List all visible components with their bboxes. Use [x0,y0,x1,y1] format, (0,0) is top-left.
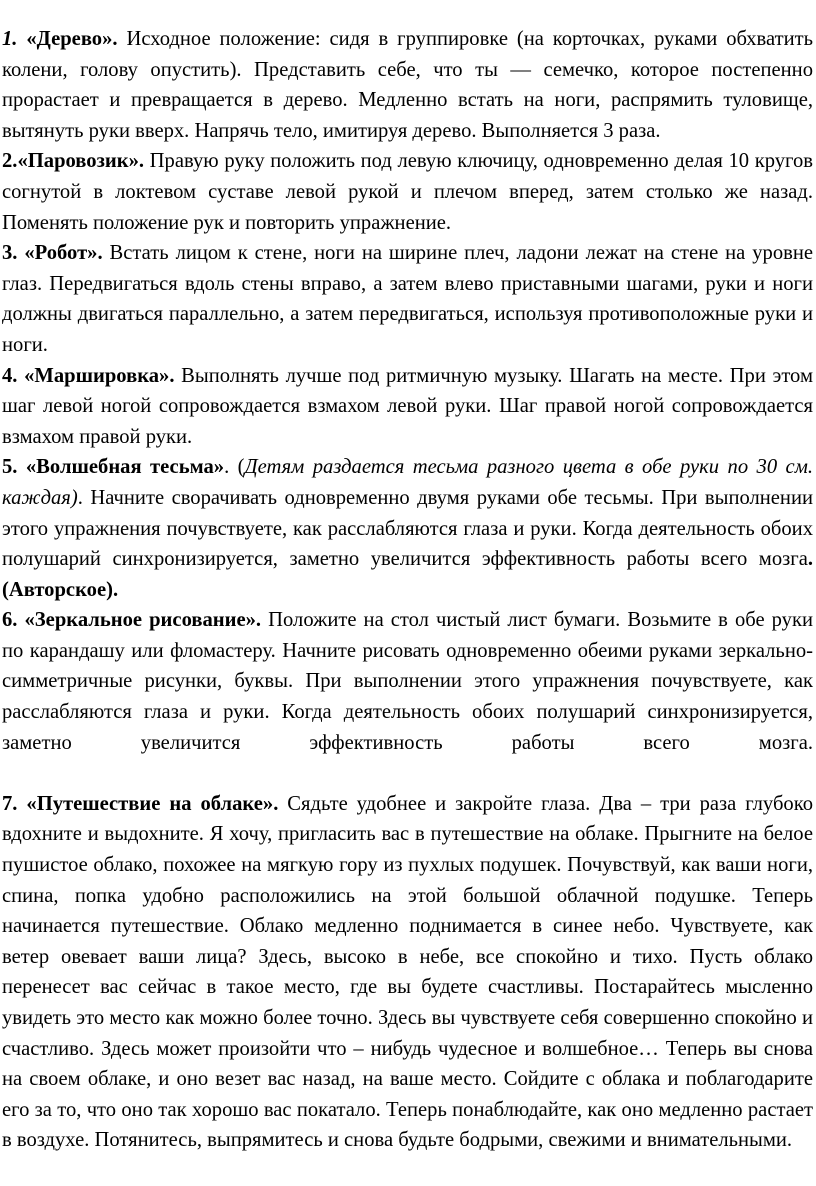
exercise-3-text: Встать лицом к стене, ноги на ширине плеч, ладони лежат на стене на уровне глаз. Передвигаться вдоль стены вправо, а затем влево приставными шагами, руки и ноги должны двигаться параллельно, а затем передвигаться, используя противоположные руки и ноги. [2,242,814,356]
exercise-1-number: 1. [2,28,18,50]
exercise-4-paragraph [2,361,813,453]
exercise-3-paragraph [2,238,813,360]
exercise-6-paragraph [2,605,813,758]
exercise-1-title: «Дерево». [17,28,118,50]
exercise-4-number: 4. [2,364,18,387]
exercise-3-title: «Робот». [17,242,103,265]
exercise-5-paragraph [2,452,813,605]
exercise-5-paren: . ( [224,456,245,479]
exercise-5-title: «Волшебная тесьма» [17,456,225,479]
exercise-7-paragraph [2,789,813,1156]
exercise-7-number: 7. [2,792,18,815]
exercise-3-number: 3. [2,242,18,265]
exercise-5-italic-note: Детям раздается тесьма разного цвета в обе руки по 30 см. каждая) [2,456,813,509]
exercise-4-text: Выполнять лучше под ритмичную музыку. Шагать на месте. При этом шаг левой ногой сопровождается взмахом левой руки. Шаг правой ногой сопровождается взмахом правой руки. [2,364,813,448]
exercise-1-paragraph [2,24,813,146]
exercise-2-title: «Паровозик». [17,150,145,173]
exercise-2-number: 2. [2,150,18,173]
exercise-7-text: Сядьте удобнее и закройте глаза. Два – три раза глубоко вдохните и выдохните. Я хочу, пригласить вас в путешествие на облаке. Прыгните на белое пушистое облако, похожее на мягкую гору из пухлых подушек. Почувствуй, как ваши ноги, спина, попка удобно расположились на этой большой облачной подушке. Теперь начинается путешествие. Облако медленно поднимается в синее небо. Чувствуете, как ветер овевает ваши лица? Здесь, высоко в небе, все спокойно и тихо. Пусть облако перенесет вас сейчас в такое место, где вы будете счастливы. Постарайтесь мысленно увидеть это место как можно более точно. Здесь вы чувствуете себя совершенно спокойно и счастливо. Здесь может произойти что – нибудь чудесное и волшебное… Теперь вы снова на своем облаке, и оно везет вас назад, на ваше место. Сойдите с облака и поблагодарите его за то, что оно так хорошо вас покатало. Теперь понаблюдайте, как оно медленно растает в воздухе. Потянитесь, выпрямитесь и снова будьте бодрыми, свежими и внимательными. [2,792,813,1152]
exercise-2-text: Правую руку положить под левую ключицу, одновременно делая 10 кругов согнутой в локтевом суставе левой рукой и плечом вперед, затем столько же назад. Поменять положение рук и повторить упражнение. [2,150,813,234]
exercise-1-text: Исходное положение: сидя в группировке (на корточках, руками обхватить колени, голову опустить). Представить себе, что ты — семечко, которое постепенно прорастает и превращается в дерево. Медленно встать на ноги, распрямить туловище, вытянуть руки вверх. Напрячь тело, имитируя дерево. Выполняется 3 раза. [2,28,813,142]
exercise-5-number: 5. [2,456,18,479]
exercise-2-paragraph [2,146,813,238]
exercise-5-text: . Начните сворачивать одновременно двумя руками обе тесьмы. При выполнении этого упражнения почувствуете, как расслабляются глаза и руки. Когда деятельность обоих полушарий синхронизируется, заметно увеличится эффективность работы всего мозга [2,486,813,571]
exercise-6-number: 6. [2,609,18,632]
exercise-5-author-note: . (Авторское). [2,548,813,601]
exercise-6-text: Положите на стол чистый лист бумаги. Возьмите в обе руки по карандашу или фломастеру. Начните рисовать одновременно обеими руками зеркально-симметричные рисунки, буквы. При выполнении этого упражнения почувствуете, как расслабляются глаза и руки. Когда деятельность обоих полушарий синхронизируется, заметно увеличится эффективность работы всего мозга. [2,609,813,754]
exercise-7-title: «Путешествие на облаке». [17,792,279,815]
exercise-6-title: «Зеркальное рисование». [17,609,262,632]
exercise-4-title: «Маршировка». [17,364,175,387]
